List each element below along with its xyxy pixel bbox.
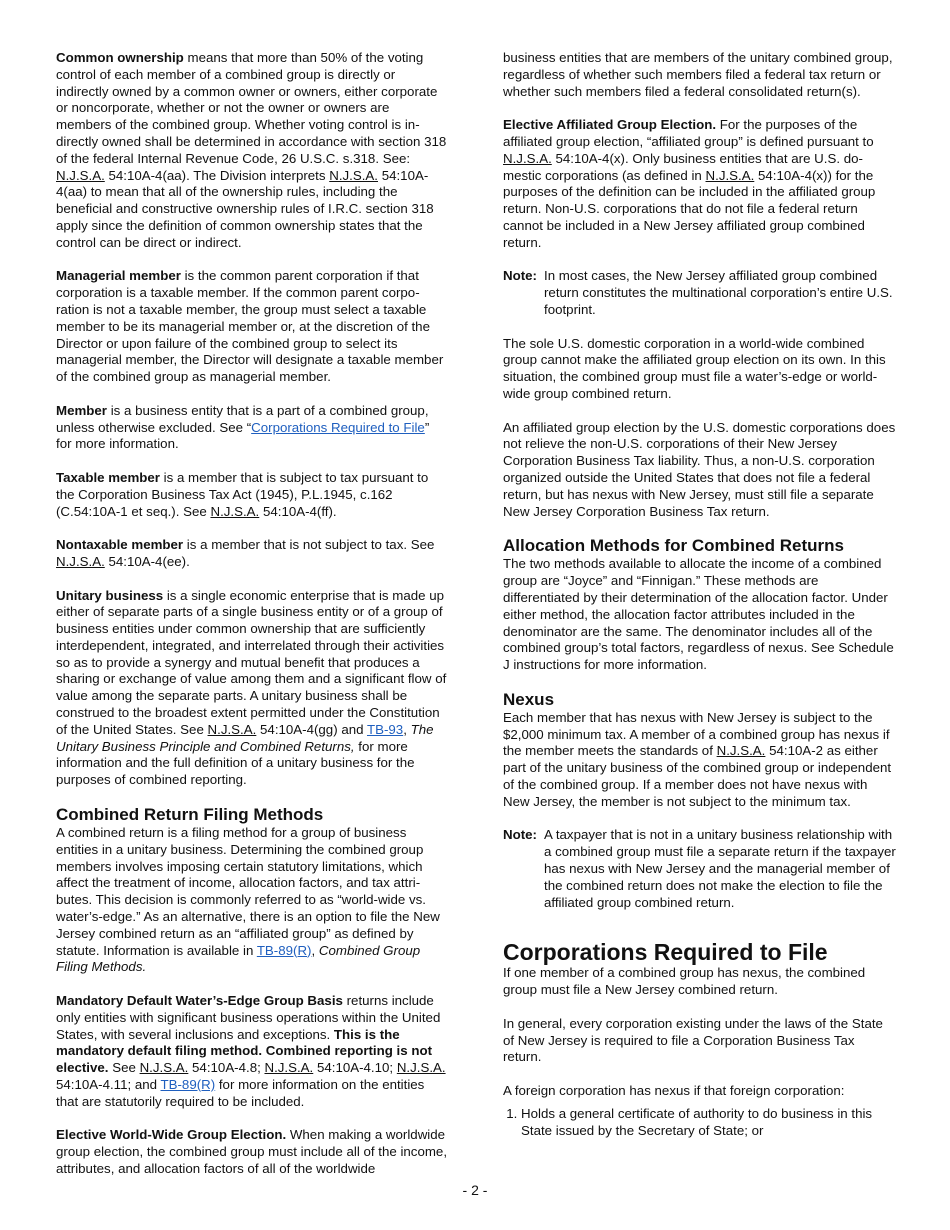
tb-93-link[interactable]: TB-93: [366, 721, 404, 737]
nexus-heading: Nexus: [503, 689, 555, 709]
member-paragraph: Member is a business entity that is a part of a combined group, unless otherwise excluded. See “Corporations Required to File” for more information.: [56, 402, 430, 452]
sole-domestic-paragraph: The sole U.S. domestic corporation in a world-wide combined group cannot make the affiliated group election on its own. In this situation, the combined group must file a water’s-edge or world-wide group combined return.: [503, 335, 886, 401]
required-paragraph-2: In general, every corporation existing under the laws of the State of New Jersey is required to file a Corporation Business Tax return.: [503, 1015, 883, 1065]
required-paragraph-3: A foreign corporation has nexus if that foreign corporation:: [503, 1083, 845, 1099]
note-label: Note:: [503, 268, 537, 284]
left-column: [56, 50, 448, 1178]
allocation-methods-paragraph: The two methods available to allocate the income of a combined group are “Joyce” and “Finnigan.” These methods are differentiated by their determination of the allocation factor. Under either method, the allocation factor attributes included in the denominator are the same. The denominator includes all of the combined group’s total factors, regardless of nexus. See Schedule J instructions for more information.: [503, 556, 894, 673]
allocation-methods-heading: Allocation Methods for Combined Returns: [503, 536, 844, 556]
nexus-paragraph: Each member that has nexus with New Jersey is subject to the $2,000 minimum tax. A member of a combined group has nexus if the member meets the standards of N.J.S.A. 54:10A-2 as either part of the unitary business of the combined group or independent of the combined group. If a member does not have nexus with New Jersey, the member is not subject to the minimum tax.: [503, 709, 892, 809]
nontaxable-member-paragraph: Nontaxable member is a member that is not subject to tax. See N.J.S.A. 54:10A-4(ee).: [56, 537, 435, 569]
note-label: Note:: [503, 827, 537, 843]
required-paragraph-1: If one member of a combined group has nexus, the combined group must file a New Jersey combined return.: [503, 965, 866, 998]
affiliated-election-paragraph: Elective Affiliated Group Election. For the purposes of the affiliated group election, “affiliated group” is defined pursuant to N.J.S.A. 54:10A-4(x). Only business entities that are U.S. domestic corporations (as defined in N.J.S.A. 54:10A-4(x)) for the purposes of the definition can be included in the affiliated group return. Non-U.S. corporations that do not file a federal return cannot be included in a New Jersey affiliated group combined return.: [503, 117, 876, 250]
right-column: [503, 50, 896, 1139]
taxable-member-paragraph: Taxable member is a member that is subject to tax pursuant to the Corporation Business Tax Act (1945), P.L.1945, c.162 (C.54:10A-1 et seq.). See N.J.S.A. 54:10A-4(ff).: [56, 469, 429, 519]
page-number: - 2 -: [462, 1182, 488, 1198]
continuation-paragraph: business entities that are members of the unitary combined group, regardless of whether such members filed a federal tax return or whether such members filed a federal consolidated return(s).: [503, 50, 893, 99]
note-text: A taxpayer that is not in a unitary business relationship with a combined group must file a separate return if the taxpayer has nexus with New Jersey and the managerial member of the combined return does not make the election to file the affiliated group combined return.: [544, 827, 896, 910]
filing-methods-paragraph: A combined return is a filing method for a group of business entities in a unitary business. Determining the combined group members involves imposing certain statutory limitations, which affect the treatment of income, allocation factors, and tax attributes. This decision is commonly referred to as “world-wide vs. water’s-edge.” As an alternative, there is an option to file the New Jersey combined return as an “affiliated group” as defined by statute. Information is available in TB-89(R), Combined Group Filing Methods.: [56, 825, 440, 975]
corporations-required-link[interactable]: Corporations Required to File: [251, 419, 425, 435]
filing-methods-heading: Combined Return Filing Methods: [56, 805, 324, 825]
note-text: In most cases, the New Jersey affiliated group combined return constitutes the multinational corporation’s entire U.S. footprint.: [544, 268, 893, 317]
list-item: 1. Holds a general certificate of authority to do business in this State issued by the Secretary of State; or: [521, 1106, 896, 1140]
note-affiliated: [503, 268, 896, 318]
corporations-required-heading: Corporations Required to File: [503, 939, 828, 966]
tb-89r-link-2[interactable]: TB-89(R): [160, 1077, 216, 1093]
note-nexus: [503, 827, 896, 911]
world-wide-election-paragraph: Elective World-Wide Group Election. When making a worldwide group election, the combined group must include all of the income, attributes, and allocation factors of all of the worldwide: [56, 1127, 448, 1176]
affiliated-non-us-paragraph: An affiliated group election by the U.S. domestic corporations does not relieve the non-U.S. corporations of their New Jersey Corporation Business Tax liability. Thus, a non-U.S. corporation organized outside the United States that does not file a federal return, but has nexus with New Jersey, must still file a separate New Jersey Corporation Business Tax return.: [503, 419, 896, 519]
mandatory-default-paragraph: Mandatory Default Water’s-Edge Group Basis returns include only entities with significant business operations within the United States, with several inclusions and exceptions. This is the mandatory default filing method. Combined reporting is not elective. See N.J.S.A. 54:10A-4.8; N.J.S.A. 54:10A-4.10; N.J.S.A. 54:10A-4.11; and TB-89(R) for more information on the entities that are statutorily required to be included.: [56, 993, 446, 1109]
unitary-business-paragraph: Unitary business is a single economic enterprise that is made up either of separate parts of a single business entity or of a group of business entities under common ownership that are sufficiently interdependent, integrated, and interrelated through their activities so as to provide a synergy and mutual benefit that produces a sharing or exchange of value among them and a significant flow of value among the separate parts. A unitary business shall be construed to the broadest extent permitted under the Constitution of the United States. See N.J.S.A. 54:10A-4(gg) and TB-93, The Unitary Business Principle and Combined Returns, for more information and the full definition of a unitary business for the purposes of combined reporting.: [56, 587, 447, 788]
nexus-conditions-list: [503, 1106, 896, 1140]
managerial-member-paragraph: Managerial member is the common parent corporation if that corporation is a taxable member. If the common parent corporation is not a taxable member, the group must select a taxable member to be its managerial member or, at the discretion of the Director or upon failure of the combined group to select its managerial member, the Director will designate a taxable member of the combined group as managerial member.: [56, 268, 444, 385]
common-ownership-paragraph: Common ownership means that more than 50% of the voting control of each member of a combined group is directly or indirectly owned by a common owner or owners, either corporate or noncorporate, whether or not the owner or owners are members of the combined group. Whether voting control is indirectly owned shall be determined in accordance with section 318 of the federal Internal Revenue Code, 26 U.S.C. s.318. See: N.J.S.A. 54:10A-4(aa). The Division interprets N.J.S.A. 54:10A-4(aa) to mean that all of the ownership rules, including the beneficial and constructive ownership rules of I.R.C. section 318 apply since the definition of common ownership states that the control can be direct or indirect.: [56, 50, 447, 250]
tb-89r-link[interactable]: TB-89(R): [256, 942, 312, 958]
